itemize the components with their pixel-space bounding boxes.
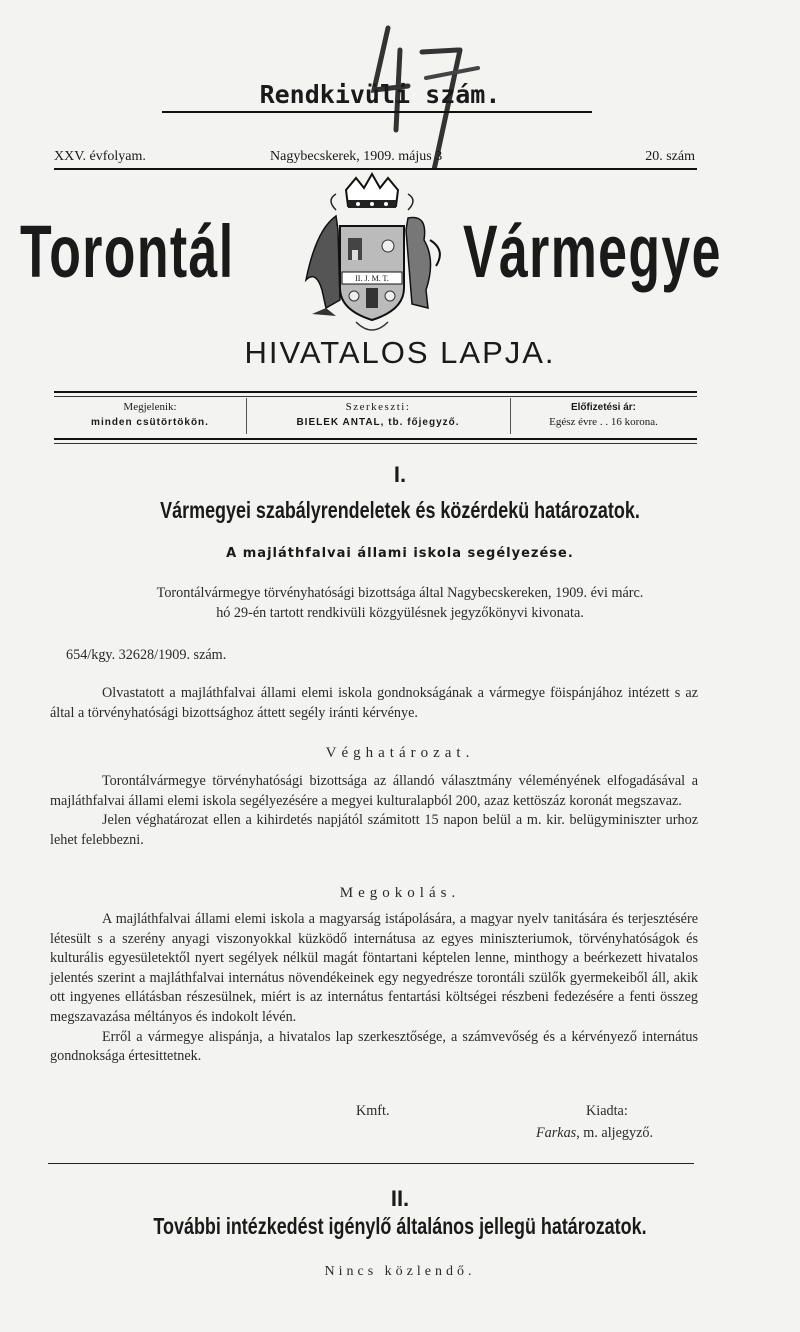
crest-motto: II. J. M. T.: [355, 274, 389, 283]
place-date: Nagybecskerek, 1909. május 3: [270, 149, 443, 164]
intro-paragraph: Torontálvármegye törvényhatósági bizottsága által Nagybecskereken, 1909. évi márc. hó 29-én tartott rendkivüli közgyülésnek jegyzőkönyvi kivonata.: [156, 585, 644, 621]
info-editor: Szerkeszti: BIELEK ANTAL, tb. főjegyző.: [296, 401, 460, 428]
masthead-title-right: Vármegye: [463, 210, 722, 293]
issue-number: 20. szám: [645, 149, 695, 164]
body-paragraph: Torontálvármegye törvényhatósági bizottsága az állandó választmány véleményének elfogadásával a majláthfalvai állami elemi iskola segélyezésére a megyei kulturalapból 200, azaz kettöszáz koronát megszavaz. Jelen véghatározat ellen a kihirdetés napjától számitott 15 napon belül a m. kir. belügyminiszter urhoz lehet felebbezni.: [50, 773, 698, 848]
article-title: A majláthfalvai állami iskola segélyezése.: [226, 546, 574, 561]
special-issue-label: Rendkivüli szám.: [259, 80, 501, 109]
divider: [54, 438, 697, 440]
signature: [536, 1124, 653, 1144]
info-appears: Megjelenik: minden csütörtökön.: [91, 401, 209, 428]
kmft: Kmft.: [356, 1103, 390, 1119]
info-box: [54, 394, 697, 436]
section-content: Nincs közlendő.: [324, 1264, 476, 1279]
body-paragraph: A majláthfalvai állami elemi iskola a magyarság istápolására, a magyar nyelv tanitására és terjesztésére létesült s a szerény anyagi viszonyokkal küzködő internátusa az egyes miniszteriumok, törvényhatóságok és kulturális egyesületektől nyert segélyek nélkül magát föntartani képtelen lenne, minthogy a beérkezett hivatalos jelentés szerint a majláthfalvai internátus növendékeinek egy negyedrésze torontáli szülők gyermekeiből áll, akik ott ingyenes ellátásban részesülnek, miért is az internátus fentartási költségei részbeni fedezésére a fenti összeg megszavazása méltányos és indokolt lévén. Erről a vármegye alispánja, a hivatalos lap szerkesztősége, a számvevőség és a kérvényező internátus gondnoksága értesittetnek.: [50, 911, 698, 1065]
reasoning-heading: Megokolás.: [339, 885, 461, 901]
section-title: Vármegyei szabályrendeletek és közérdekü határozatok.: [160, 497, 640, 523]
issuer-title: , m. aljegyző.: [576, 1125, 654, 1141]
divider: [48, 1163, 694, 1164]
divider: [162, 111, 592, 113]
section-title: További intézkedést igénylő általános jellegü határozatok.: [153, 1213, 647, 1239]
reference-number: 654/kgy. 32628/1909. szám.: [66, 647, 227, 663]
masthead-title-left: Torontál: [20, 210, 235, 293]
section-number: I.: [393, 462, 407, 487]
volume: XXV. évfolyam.: [54, 149, 146, 164]
masthead-subtitle: HIVATALOS LAPJA.: [244, 335, 556, 370]
divider: [54, 443, 697, 444]
issued-label: Kiadta:: [586, 1103, 628, 1119]
body-paragraph: Olvastatott a majláthfalvai állami elemi iskola gondnokságának a vármegye föispánjához intézett s az által a törvényhatósági bizottsághoz áttett segély iránti kérvénye.: [50, 685, 698, 721]
coat-of-arms-icon: [296, 170, 448, 342]
issue-line: [54, 145, 697, 169]
issuer-name: Farkas: [536, 1125, 577, 1141]
divider: [54, 391, 697, 393]
section-number: II.: [390, 1186, 410, 1211]
resolution-heading: Véghatározat.: [325, 745, 475, 761]
info-subscription: Előfizetési ár: Egész évre . . 16 korona.: [549, 402, 658, 428]
